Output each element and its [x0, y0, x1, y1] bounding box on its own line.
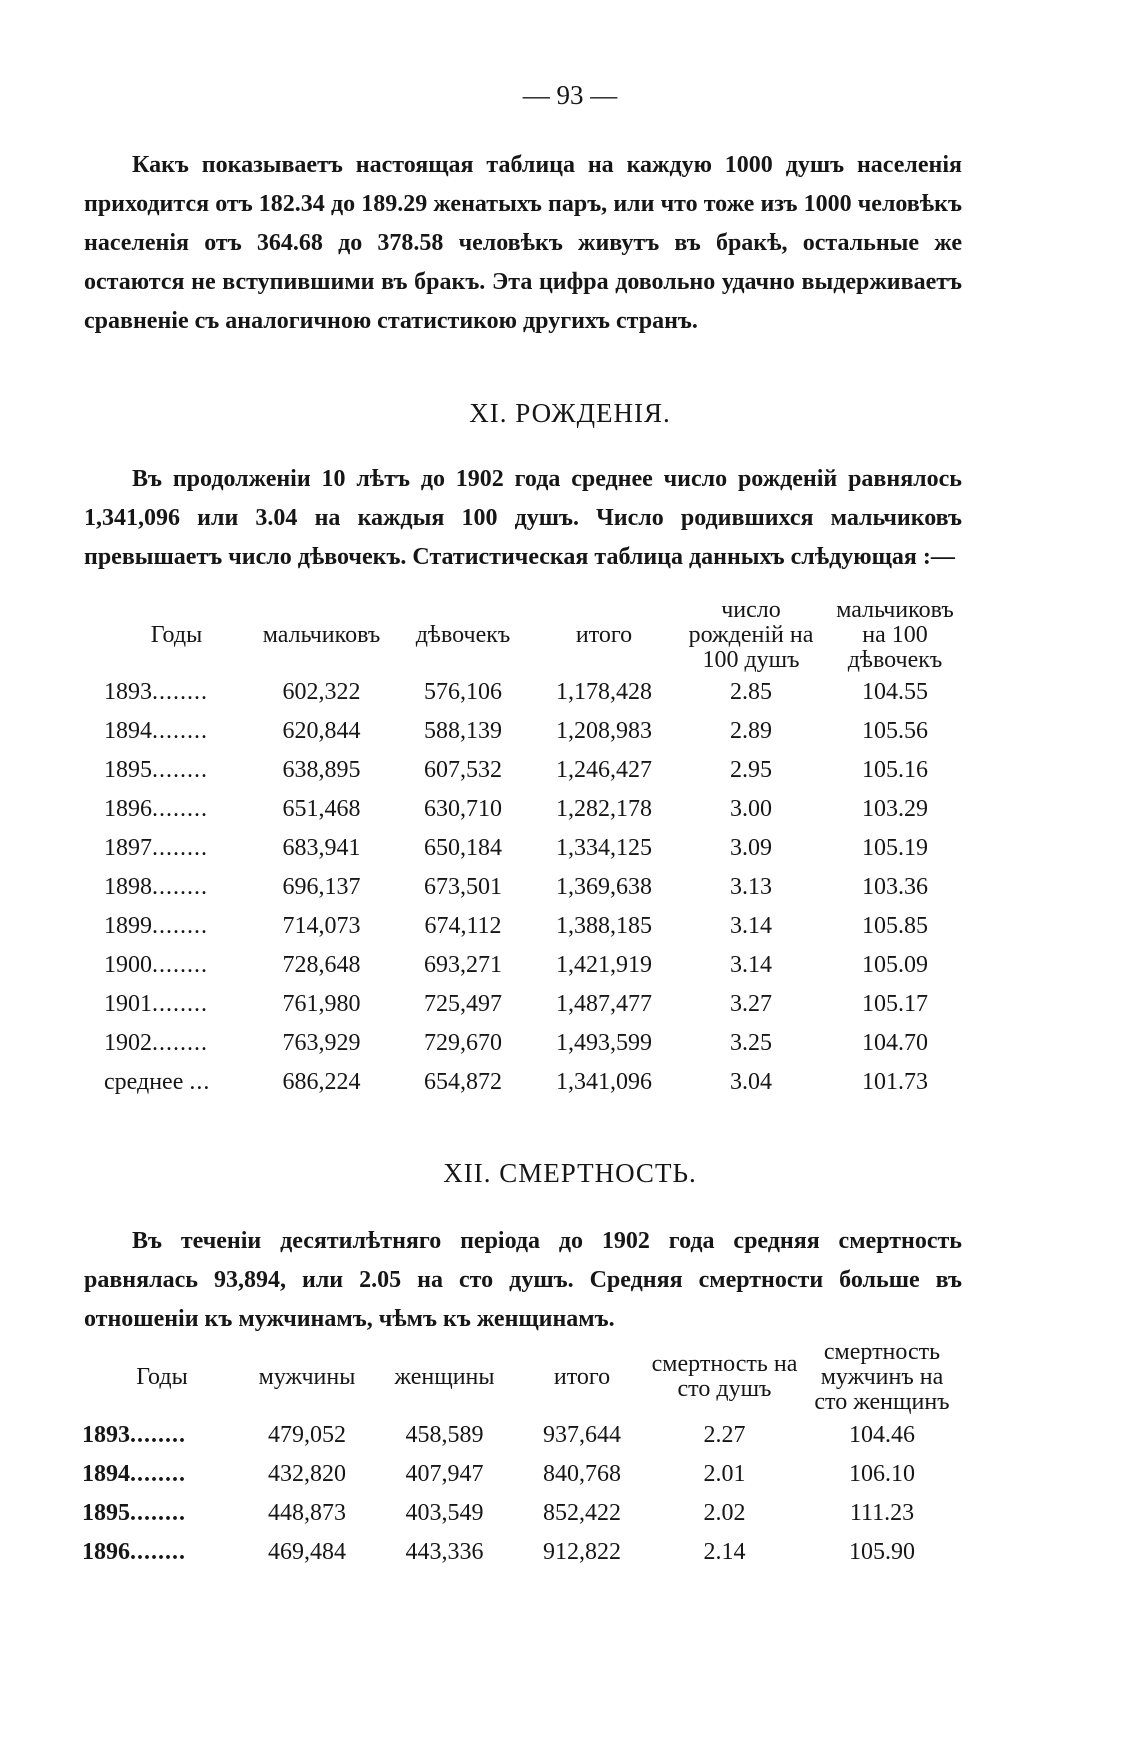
births-year-label: среднее — [104, 1069, 184, 1095]
births-row — [104, 673, 964, 712]
births-ratio-cell: 105.56 — [862, 718, 928, 744]
births-total-cell: 1,388,185 — [556, 913, 652, 939]
deaths-header-total: итого — [553, 1363, 611, 1390]
births-total-cell: 1,282,178 — [556, 796, 652, 822]
births-girls-cell: 654,872 — [424, 1069, 502, 1095]
births-header-total: итого — [575, 622, 633, 648]
deaths-header-years: Годы — [136, 1363, 188, 1390]
deaths-men-cell: 432,820 — [268, 1461, 346, 1487]
deaths-total-cell: 852,422 — [543, 1500, 621, 1526]
births-girls-cell: 693,271 — [424, 952, 502, 978]
births-ratio-cell: 105.19 — [862, 835, 928, 861]
deaths-per100-cell: 2.27 — [703, 1422, 746, 1448]
births-year-label: 1902 — [104, 1030, 152, 1056]
deaths-per100-cell: 2.01 — [703, 1461, 746, 1487]
deaths-year-label: 1893 — [82, 1422, 130, 1448]
deaths-men-cell: 448,873 — [268, 1500, 346, 1526]
births-leader-dots: ........ — [152, 1030, 208, 1056]
births-boys-cell: 651,468 — [282, 796, 361, 822]
births-per100-cell: 2.89 — [730, 718, 772, 744]
births-boys-cell: 696,137 — [282, 874, 361, 900]
births-boys-cell: 761,980 — [282, 991, 361, 1017]
births-year-label: 1897 — [104, 835, 152, 861]
births-year-label: 1899 — [104, 913, 152, 939]
births-per100-cell: 3.14 — [730, 952, 772, 978]
births-header-ratio: мальчиковъ на 100 дѣвочекъ — [836, 597, 954, 673]
births-boys-cell: 683,941 — [282, 835, 361, 861]
deaths-leader-dots: ........ — [130, 1500, 186, 1526]
births-leader-dots: ........ — [152, 874, 208, 900]
deaths-women-cell: 407,947 — [405, 1461, 484, 1487]
births-boys-cell: 638,895 — [282, 757, 361, 783]
deaths-year-cell — [82, 1455, 242, 1494]
deaths-men-cell: 479,052 — [268, 1422, 346, 1448]
births-per100-cell: 2.95 — [730, 757, 772, 783]
deaths-header-men: мужчины — [258, 1363, 356, 1390]
deaths-ratio-cell: 105.90 — [849, 1539, 915, 1565]
births-boys-cell: 714,073 — [282, 913, 361, 939]
deaths-year-label: 1896 — [82, 1539, 130, 1565]
births-leader-dots: ........ — [152, 757, 208, 783]
births-girls-cell: 673,501 — [424, 874, 502, 900]
births-ratio-cell: 105.16 — [862, 757, 928, 783]
births-boys-cell: 602,322 — [282, 679, 361, 705]
births-year-label: 1894 — [104, 718, 152, 744]
births-row — [104, 946, 964, 985]
births-girls-cell: 650,184 — [424, 835, 502, 861]
deaths-section-heading: XII. СМЕРТНОСТЬ. — [443, 1158, 697, 1188]
deaths-per100-cell: 2.02 — [703, 1500, 746, 1526]
births-boys-cell: 620,844 — [282, 718, 361, 744]
deaths-total-cell: 912,822 — [543, 1539, 621, 1565]
births-row — [104, 790, 964, 829]
deaths-men-cell: 469,484 — [268, 1539, 346, 1565]
births-boys-cell: 686,224 — [282, 1069, 361, 1095]
deaths-row — [82, 1533, 962, 1572]
deaths-header-per100: смертность на сто душъ — [651, 1351, 798, 1402]
births-year-cell — [104, 790, 249, 829]
births-leader-dots: ........ — [152, 913, 208, 939]
births-boys-cell: 763,929 — [282, 1030, 361, 1056]
births-per100-cell: 3.25 — [730, 1030, 772, 1056]
deaths-women-cell: 458,589 — [405, 1422, 484, 1448]
deaths-year-label: 1895 — [82, 1500, 130, 1526]
births-leader-dots: ........ — [152, 679, 208, 705]
births-per100-cell: 3.04 — [730, 1069, 772, 1095]
births-girls-cell: 674,112 — [424, 913, 502, 939]
births-year-cell — [104, 946, 249, 985]
births-year-cell — [104, 1063, 249, 1102]
deaths-year-cell — [82, 1494, 242, 1533]
births-row — [104, 907, 964, 946]
births-year-label: 1893 — [104, 679, 152, 705]
births-year-cell — [104, 985, 249, 1024]
births-row — [104, 829, 964, 868]
deaths-row — [82, 1494, 962, 1533]
births-leader-dots: ........ — [152, 718, 208, 744]
births-total-cell: 1,341,096 — [556, 1069, 652, 1095]
births-leader-dots: ........ — [152, 952, 208, 978]
births-girls-cell: 729,670 — [424, 1030, 502, 1056]
deaths-ratio-cell: 104.46 — [849, 1422, 915, 1448]
births-year-cell — [104, 712, 249, 751]
births-per100-cell: 3.14 — [730, 913, 772, 939]
births-year-label: 1901 — [104, 991, 152, 1017]
births-year-cell — [104, 829, 249, 868]
births-total-cell: 1,487,477 — [556, 991, 652, 1017]
births-year-label: 1895 — [104, 757, 152, 783]
births-girls-cell: 725,497 — [424, 991, 502, 1017]
births-leader-dots: ........ — [152, 991, 208, 1017]
births-header-girls: дѣвочекъ — [415, 622, 511, 648]
deaths-per100-cell: 2.14 — [703, 1539, 746, 1565]
births-header-boys: мальчиковъ — [262, 622, 381, 648]
births-year-cell — [104, 673, 249, 712]
deaths-year-cell — [82, 1533, 242, 1572]
deaths-ratio-cell: 111.23 — [849, 1500, 915, 1526]
deaths-year-cell — [82, 1416, 242, 1455]
deaths-paragraph: Въ теченіи десятилѣтняго періода до 1902 года средняя смертность равнялась 93,894, или 2.05 на сто душъ. Средняя смертности больше въ отношеніи къ мужчинамъ, чѣмъ къ женщинамъ. — [84, 1228, 962, 1332]
births-year-label: 1898 — [104, 874, 152, 900]
births-row — [104, 868, 964, 907]
births-ratio-cell: 103.29 — [862, 796, 928, 822]
births-total-cell: 1,334,125 — [556, 835, 652, 861]
births-section-heading: XI. РОЖДЕНІЯ. — [469, 398, 671, 428]
deaths-row — [82, 1416, 962, 1455]
births-leader-dots: ... — [189, 1069, 211, 1095]
births-ratio-cell: 104.55 — [862, 679, 928, 705]
deaths-header-women: женщины — [394, 1363, 495, 1390]
births-ratio-cell: 105.17 — [862, 991, 928, 1017]
births-per100-cell: 3.27 — [730, 991, 772, 1017]
births-row — [104, 712, 964, 751]
births-girls-cell: 588,139 — [424, 718, 502, 744]
deaths-year-label: 1894 — [82, 1461, 130, 1487]
births-per100-cell: 2.85 — [730, 679, 772, 705]
births-boys-cell: 728,648 — [282, 952, 361, 978]
deaths-women-cell: 443,336 — [405, 1539, 484, 1565]
births-year-label: 1900 — [104, 952, 152, 978]
births-leader-dots: ........ — [152, 796, 208, 822]
births-total-cell: 1,246,427 — [556, 757, 652, 783]
births-ratio-cell: 103.36 — [862, 874, 928, 900]
births-girls-cell: 630,710 — [424, 796, 502, 822]
deaths-ratio-cell: 106.10 — [849, 1461, 915, 1487]
births-girls-cell: 607,532 — [424, 757, 502, 783]
births-total-cell: 1,493,599 — [556, 1030, 652, 1056]
births-ratio-cell: 105.09 — [862, 952, 928, 978]
births-row — [104, 1024, 964, 1063]
deaths-table-header-row — [82, 1338, 962, 1416]
births-total-cell: 1,178,428 — [556, 679, 652, 705]
births-ratio-cell: 105.85 — [862, 913, 928, 939]
births-ratio-cell: 104.70 — [862, 1030, 928, 1056]
births-row — [104, 751, 964, 790]
deaths-total-cell: 937,644 — [543, 1422, 621, 1448]
births-ratio-cell: 101.73 — [862, 1069, 928, 1095]
births-per100-cell: 3.13 — [730, 874, 772, 900]
deaths-leader-dots: ........ — [130, 1539, 186, 1565]
births-row — [104, 985, 964, 1024]
births-per100-cell: 3.00 — [730, 796, 772, 822]
births-paragraph: Въ продолженіи 10 лѣтъ до 1902 года среднее число рожденій равнялось 1,341,096 или 3.04 на каждыя 100 душъ. Число родившихся мальчиковъ превышаетъ число дѣвочекъ. Статистическая таблица данныхъ слѣдующая :— — [84, 466, 962, 570]
births-total-cell: 1,421,919 — [556, 952, 652, 978]
deaths-leader-dots: ........ — [130, 1461, 186, 1487]
births-leader-dots: ........ — [152, 835, 208, 861]
deaths-row — [82, 1455, 962, 1494]
births-year-cell — [104, 751, 249, 790]
births-header-per100: число рожденій на 100 душъ — [688, 597, 814, 673]
page-number: — 93 — — [522, 80, 618, 110]
births-girls-cell: 576,106 — [424, 679, 502, 705]
births-table-header-row — [104, 598, 964, 673]
births-header-years: Годы — [150, 622, 203, 648]
deaths-leader-dots: ........ — [130, 1422, 186, 1448]
deaths-header-ratio: смертность мужчинъ на сто женщинъ — [814, 1338, 950, 1415]
deaths-total-cell: 840,768 — [543, 1461, 621, 1487]
marriage-paragraph: Какъ показываетъ настоящая таблица на каждую 1000 душъ населенія приходится отъ 182.34 до 189.29 женатыхъ паръ, или что тоже изъ 1000 человѣкъ населенія отъ 364.68 до 378.58 человѣкъ живутъ въ бракѣ, остальные же остаются не вступившими въ бракъ. Эта цифра довольно удачно выдерживаетъ сравненіе съ аналогичною статистикою другихъ странъ. — [84, 152, 962, 334]
births-per100-cell: 3.09 — [730, 835, 772, 861]
births-year-cell — [104, 1024, 249, 1063]
deaths-table — [82, 1338, 962, 1572]
births-table — [104, 598, 964, 1102]
deaths-women-cell: 403,549 — [405, 1500, 484, 1526]
births-total-cell: 1,369,638 — [556, 874, 652, 900]
births-year-cell — [104, 868, 249, 907]
births-year-label: 1896 — [104, 796, 152, 822]
births-row — [104, 1063, 964, 1102]
births-year-cell — [104, 907, 249, 946]
births-total-cell: 1,208,983 — [556, 718, 652, 744]
